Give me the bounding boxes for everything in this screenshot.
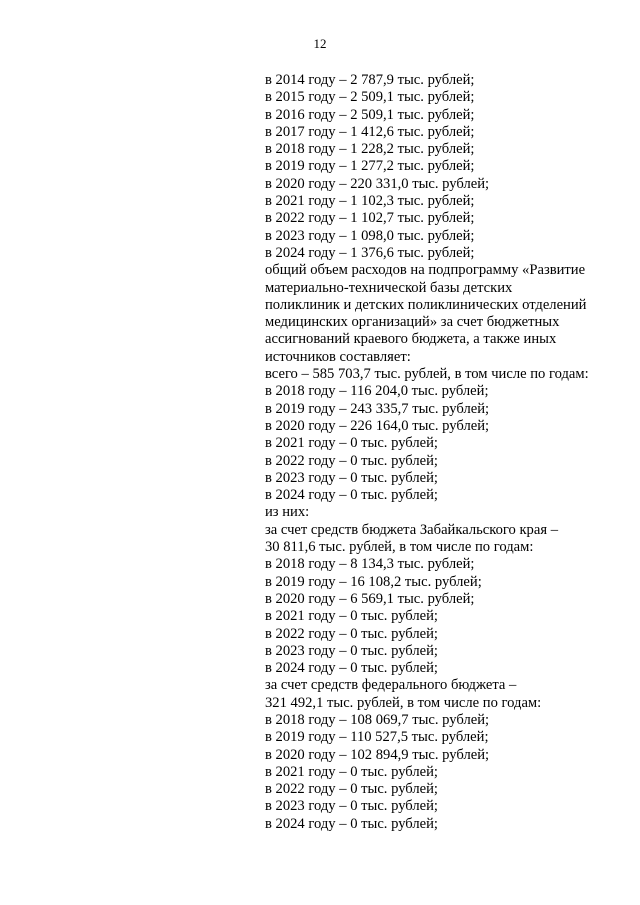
body-line: поликлиник и детских поликлинических отделений	[265, 296, 587, 313]
body-line: 30 811,6 тыс. рублей, в том числе по годам:	[265, 539, 534, 556]
body-line: в 2021 году – 0 тыс. рублей;	[265, 608, 438, 625]
body-line: в 2018 году – 8 134,3 тыс. рублей;	[265, 556, 475, 573]
page-number: 12	[313, 36, 327, 51]
body-line: в 2019 году – 1 277,2 тыс. рублей;	[265, 158, 475, 175]
body-line: в 2019 году – 16 108,2 тыс. рублей;	[265, 573, 482, 590]
body-line: в 2022 году – 0 тыс. рублей;	[265, 781, 438, 798]
body-line: в 2024 году – 0 тыс. рублей;	[265, 815, 438, 832]
body-line: материально-технической базы детских	[265, 279, 513, 296]
body-line: в 2018 году – 116 204,0 тыс. рублей;	[265, 383, 489, 400]
body-line: в 2022 году – 1 102,7 тыс. рублей;	[265, 210, 475, 227]
body-line: в 2023 году – 1 098,0 тыс. рублей;	[265, 227, 475, 244]
body-line: в 2023 году – 0 тыс. рублей;	[265, 798, 438, 815]
body-line: в 2017 году – 1 412,6 тыс. рублей;	[265, 123, 475, 140]
body-line: за счет средств бюджета Забайкальского края –	[265, 521, 558, 538]
body-line: в 2014 году – 2 787,9 тыс. рублей;	[265, 72, 475, 88]
body-line: в 2021 году – 0 тыс. рублей;	[265, 763, 438, 780]
body-line: в 2019 году – 110 527,5 тыс. рублей;	[265, 729, 489, 746]
body-line: в 2018 году – 1 228,2 тыс. рублей;	[265, 141, 475, 158]
body-line: источников составляет:	[265, 348, 411, 365]
body-line: в 2023 году – 0 тыс. рублей;	[265, 469, 438, 486]
body-line: всего – 585 703,7 тыс. рублей, в том числе по годам:	[265, 366, 589, 383]
body-line: в 2020 году – 226 164,0 тыс. рублей;	[265, 417, 490, 434]
body-line: 321 492,1 тыс. рублей, в том числе по годам:	[265, 694, 542, 711]
body-line: в 2020 году – 6 569,1 тыс. рублей;	[265, 590, 475, 607]
body-line: в 2021 году – 1 102,3 тыс. рублей;	[265, 193, 475, 210]
body-line: в 2020 году – 220 331,0 тыс. рублей;	[265, 175, 490, 192]
body-line: в 2022 году – 0 тыс. рублей;	[265, 625, 438, 642]
body-line: в 2015 году – 2 509,1 тыс. рублей;	[265, 89, 475, 106]
body-line: из них:	[265, 504, 310, 521]
body-line: в 2019 году – 243 335,7 тыс. рублей;	[265, 400, 490, 417]
body-line: за счет средств федерального бюджета –	[265, 677, 517, 694]
body-line: общий объем расходов на подпрограмму «Развитие	[265, 262, 586, 279]
document-body	[265, 72, 605, 833]
body-line: в 2024 году – 1 376,6 тыс. рублей;	[265, 244, 475, 261]
body-line: в 2024 году – 0 тыс. рублей;	[265, 660, 438, 677]
body-line: в 2024 году – 0 тыс. рублей;	[265, 487, 438, 504]
body-line: в 2020 году – 102 894,9 тыс. рублей;	[265, 746, 490, 763]
body-line: в 2021 году – 0 тыс. рублей;	[265, 435, 438, 452]
body-line: в 2022 году – 0 тыс. рублей;	[265, 452, 438, 469]
body-line: медицинских организаций» за счет бюджетных	[265, 314, 560, 331]
body-line: в 2016 году – 2 509,1 тыс. рублей;	[265, 106, 475, 123]
body-line: ассигнований краевого бюджета, а также иных	[265, 331, 557, 348]
body-line: в 2018 году – 108 069,7 тыс. рублей;	[265, 711, 490, 728]
body-line: в 2023 году – 0 тыс. рублей;	[265, 642, 438, 659]
